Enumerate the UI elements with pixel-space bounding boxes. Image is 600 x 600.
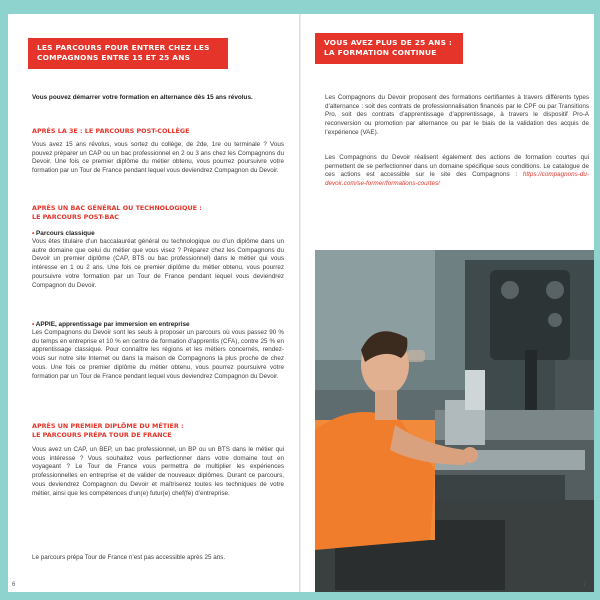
section-prepa-heading-line1: APRÈS UN PREMIER DIPLÔME DU MÉTIER : xyxy=(32,422,184,430)
section-post-bac-heading-line1: APRÈS UN BAC GÉNÉRAL OU TECHNOLOGIQUE : xyxy=(32,204,202,212)
right-page-banner: VOUS AVEZ PLUS DE 25 ANS : LA FORMATION CONTINUE xyxy=(315,33,463,64)
bullet-appie-label: APPIE, apprentissage par immersion en entreprise xyxy=(35,321,190,328)
section-prepa-body: Vous avez un CAP, un BEP, un bac professionnel, un BP ou un BTS dans le métier qui vous intéresse ? Vous souhaitez vous perfectionner dans votre domaine tout en voyageant ? Le Tour de France vous permettra de multiplier les expériences professionnelles en entreprise et de valider de nouveaux diplômes. Durant ce parcours, vous deviendrez Compagnon du Devoir et maîtriserez toutes les techniques de votre métier, ainsi que les compétences d’un(e) futur(e) chef(fe) d’entreprise. xyxy=(32,446,284,497)
intro-text: Vous pouvez démarrer votre formation en alternance dès 15 ans révolus. xyxy=(32,94,253,101)
page-number-right: 7 xyxy=(583,582,587,588)
section-post-college-heading: APRÈS LA 3E : LE PARCOURS POST-COLLÈGE xyxy=(32,127,190,135)
bullet-classic-title xyxy=(32,229,284,238)
continuing-education-paragraph-2 xyxy=(325,154,589,189)
page-number-left: 6 xyxy=(12,582,16,588)
bullet-classic-body: Vous êtes titulaire d’un baccalauréat général ou technologique ou d’un diplôme dans un autre domaine que celui du métier que vous visez ? Préparez chez les Compagnons du Devoir un premier diplôme (CAP, BTS ou bac professionnel) dans le métier qui vous intéresse en 1 ou 2 ans. Une fois ce premier diplôme du métier obtenu, vous pourrez poursuivre votre formation par un Tour de France pendant lequel vous deviendrez Compagnon du Devoir. xyxy=(32,238,284,289)
section-prepa-heading-line2: LE PARCOURS PRÉPA TOUR DE FRANCE xyxy=(32,431,172,439)
short-courses-link[interactable]: https://compagnons-du-devoir.com/se-former/formations-courtes/ xyxy=(325,171,589,188)
section-prepa-heading xyxy=(32,422,284,440)
section-prepa-note: Le parcours prépa Tour de France n’est pas accessible après 25 ans. xyxy=(32,554,226,561)
bullet-classic-label: Parcours classique xyxy=(36,230,95,237)
bullet-appie-title xyxy=(32,320,284,329)
section-post-bac-heading-line2: LE PARCOURS POST-BAC xyxy=(32,213,119,221)
workshop-photo xyxy=(315,250,594,592)
left-page xyxy=(8,14,301,592)
bullet-appie-body: Les Compagnons du Devoir sont les seuls à proposer un parcours où vous passez 90 % du temps en entreprise et 10 % en centre de formation d’apprentis (CFA), contre 25 % en apprentissage classique. Pour connaître les régions et les métiers concernés, rendez-vous sur notre site Internet ou dans la maison de Compagnons la plus proche de chez vous. Une fois ce premier diplôme du métier obtenu, vous pourrez poursuivre votre formation par un Tour de France pendant lequel vous deviendrez Compagnon du Devoir. xyxy=(32,329,284,380)
bullet-dot-icon: • xyxy=(32,321,35,328)
section-post-bac-heading xyxy=(32,204,284,222)
continuing-education-paragraph-1: Les Compagnons du Devoir proposent des formations certifiantes à travers différents types d’alternance : soit des contrats de professionnalisation financés par le CPF ou par Transitions Pro, soit des contrats d’apprentissage d’apprentissage, à travers le dispositif Pro-A reconversion ou promotion par alternance ou par le biais de la validation des acquis de l’expérience (VAE). xyxy=(325,94,589,136)
bullet-dot-icon: • xyxy=(32,230,35,237)
section-post-college-body: Vous avez 15 ans révolus, vous sortez du collège, de 2de, 1re ou terminale ? Vous pouvez préparer un CAP ou un bac professionnel en 2 ou 3 ans chez les Compagnons du Devoir. Une fois ce premier diplôme du métier obtenu, vous pourrez poursuivre votre formation par un Tour de France pendant lequel vous deviendrez Compagnon du Devoir. xyxy=(32,141,284,175)
right-page xyxy=(301,14,594,592)
continuing-education-paragraph-2-text: Les Compagnons du Devoir réalisent également des actions de formation courtes qui permettent de se perfectionner dans un domaine spécifique sous conditions. Le catalogue de ces actions est accessible sur le site des Compagnons : xyxy=(325,154,589,179)
left-page-banner: LES PARCOURS POUR ENTRER CHEZ LES COMPAGNONS ENTRE 15 ET 25 ANS xyxy=(28,38,228,69)
